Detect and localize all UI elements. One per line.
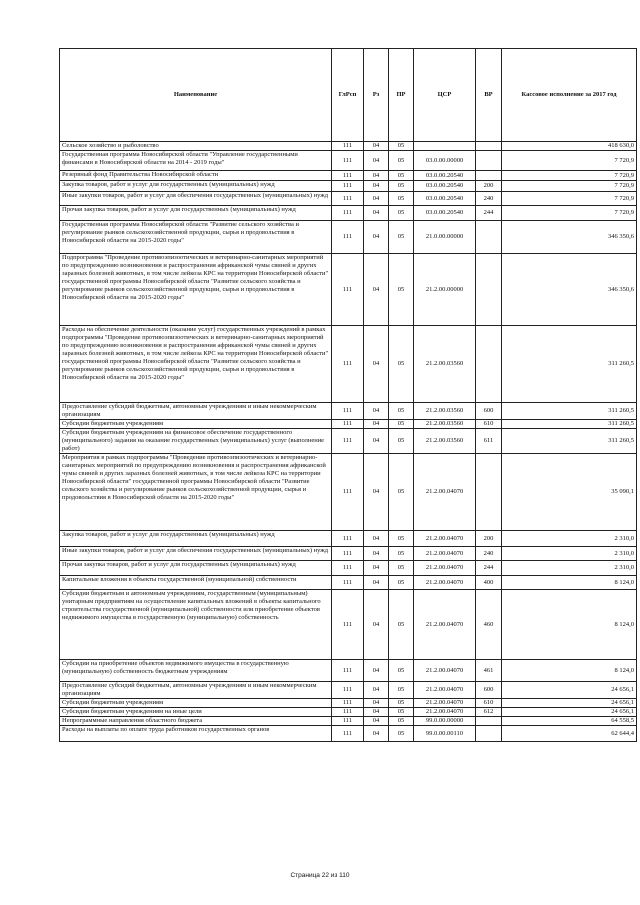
cell-csr: 21.0.00.00000: [414, 221, 476, 254]
cell-pr: 05: [389, 192, 414, 206]
cell-csr: 21.2.00.00000: [414, 254, 476, 326]
cell-glrsp: 111: [332, 660, 364, 682]
cell-sum: 8 124,0: [502, 590, 637, 660]
cell-glrsp: 111: [332, 221, 364, 254]
cell-pr: 05: [389, 429, 414, 454]
cell-rz: 04: [364, 420, 389, 429]
table-row: [60, 531, 637, 547]
cell-glrsp: 111: [332, 171, 364, 181]
cell-csr: 21.2.00.04070: [414, 454, 476, 531]
table-row: [60, 429, 637, 454]
cell-sum: 35 090,1: [502, 454, 637, 531]
cell-rz: 04: [364, 403, 389, 420]
cell-csr: 03.0.00.20540: [414, 206, 476, 221]
cell-glrsp: 111: [332, 254, 364, 326]
cell-name: Мероприятия в рамках подпрограммы "Проведение противоэпизоотических и ветеринарно-санитарных мероприятий по предупреждению возникновения и распространения африканской чумы свиней и других заразных болезней животных, в том числе лейкоза КРС на территории Новосибирской области" государственной программы Новосибирской области "Развитие сельского хозяйства и регулирование рынков сельскохозяйственной продукции, сырья и продовольствия в Новосибирской области на 2015-2020 годы": [60, 454, 332, 531]
cell-name: Закупка товаров, работ и услуг для государственных (муниципальных) нужд: [60, 531, 332, 547]
cell-vr: 244: [476, 561, 502, 576]
cell-rz: 04: [364, 561, 389, 576]
cell-sum: 311 260,5: [502, 420, 637, 429]
cell-glrsp: 111: [332, 206, 364, 221]
header-sum: Кассовое исполнение за 2017 год: [502, 49, 637, 142]
cell-rz: 04: [364, 726, 389, 742]
cell-glrsp: 111: [332, 531, 364, 547]
cell-vr: 600: [476, 403, 502, 420]
cell-glrsp: 111: [332, 576, 364, 590]
cell-glrsp: 111: [332, 192, 364, 206]
cell-rz: 04: [364, 221, 389, 254]
cell-glrsp: 111: [332, 717, 364, 726]
table-row: [60, 547, 637, 561]
cell-vr: 200: [476, 531, 502, 547]
table-row: [60, 682, 637, 699]
cell-pr: 05: [389, 171, 414, 181]
header-csr: ЦСР: [414, 49, 476, 142]
cell-name: Предоставление субсидий бюджетным, автономным учреждениям и иным некоммерческим организациям: [60, 403, 332, 420]
cell-csr: 21.2.00.03560: [414, 420, 476, 429]
cell-vr: 461: [476, 660, 502, 682]
header-rz: Рз: [364, 49, 389, 142]
cell-sum: 2 310,0: [502, 547, 637, 561]
table-row: [60, 590, 637, 660]
cell-rz: 04: [364, 547, 389, 561]
cell-name: Государственная программа Новосибирской области "Управление государственными финансами в Новосибирской области на 2014 - 2019 годы": [60, 151, 332, 171]
cell-sum: 346 350,6: [502, 221, 637, 254]
table-row: [60, 717, 637, 726]
cell-rz: 04: [364, 206, 389, 221]
cell-sum: 346 350,6: [502, 254, 637, 326]
cell-rz: 04: [364, 708, 389, 717]
cell-csr: 99.0.00.00110: [414, 726, 476, 742]
cell-rz: 04: [364, 192, 389, 206]
cell-pr: 05: [389, 682, 414, 699]
cell-sum: 7 720,9: [502, 206, 637, 221]
cell-csr: 03.0.00.20540: [414, 192, 476, 206]
header-glrsp: ГлРсп: [332, 49, 364, 142]
cell-vr: [476, 254, 502, 326]
cell-vr: 610: [476, 699, 502, 708]
cell-glrsp: 111: [332, 726, 364, 742]
cell-name: Иные закупки товаров, работ и услуг для обеспечения государственных (муниципальных) нужд: [60, 547, 332, 561]
table-row: [60, 420, 637, 429]
cell-glrsp: 111: [332, 547, 364, 561]
cell-sum: 24 656,1: [502, 682, 637, 699]
cell-glrsp: 111: [332, 454, 364, 531]
cell-csr: 03.0.00.20540: [414, 171, 476, 181]
cell-vr: 400: [476, 576, 502, 590]
cell-rz: 04: [364, 171, 389, 181]
cell-csr: 03.0.00.20540: [414, 181, 476, 192]
cell-vr: [476, 151, 502, 171]
cell-csr: 21.2.00.04070: [414, 531, 476, 547]
page-footer: Страница 22 из 110: [290, 872, 350, 879]
budget-table: [59, 48, 637, 742]
cell-pr: 05: [389, 576, 414, 590]
cell-name: Предоставление субсидий бюджетным, автономным учреждениям и иным некоммерческим организациям: [60, 682, 332, 699]
cell-sum: 24 656,1: [502, 708, 637, 717]
table-row: [60, 254, 637, 326]
cell-pr: 05: [389, 531, 414, 547]
cell-vr: [476, 221, 502, 254]
cell-pr: 05: [389, 561, 414, 576]
cell-sum: 7 720,9: [502, 181, 637, 192]
cell-pr: 05: [389, 590, 414, 660]
cell-rz: 04: [364, 531, 389, 547]
cell-pr: 05: [389, 326, 414, 403]
cell-csr: 21.2.00.04070: [414, 699, 476, 708]
cell-pr: 05: [389, 221, 414, 254]
cell-vr: 612: [476, 708, 502, 717]
cell-pr: 05: [389, 420, 414, 429]
cell-rz: 04: [364, 429, 389, 454]
cell-name: Непрограммные направления областного бюджета: [60, 717, 332, 726]
cell-sum: 311 260,5: [502, 403, 637, 420]
cell-csr: 21.2.00.04070: [414, 590, 476, 660]
cell-vr: [476, 717, 502, 726]
cell-sum: 311 260,5: [502, 429, 637, 454]
cell-glrsp: 111: [332, 561, 364, 576]
table-row: [60, 192, 637, 206]
cell-rz: 04: [364, 682, 389, 699]
cell-csr: 21.2.00.04070: [414, 660, 476, 682]
cell-name: Прочая закупка товаров, работ и услуг для государственных (муниципальных) нужд: [60, 561, 332, 576]
cell-name: Резервный фонд Правительства Новосибирской области: [60, 171, 332, 181]
cell-name: Субсидии бюджетным учреждениям на иные цели: [60, 708, 332, 717]
table-row: [60, 142, 637, 151]
cell-name: Субсидии бюджетным учреждениям: [60, 420, 332, 429]
cell-name: Прочая закупка товаров, работ и услуг для государственных (муниципальных) нужд: [60, 206, 332, 221]
cell-pr: 05: [389, 717, 414, 726]
table-row: [60, 403, 637, 420]
table-row: [60, 181, 637, 192]
table-body: [60, 142, 637, 742]
table-row: [60, 699, 637, 708]
cell-glrsp: 111: [332, 151, 364, 171]
table-row: [60, 561, 637, 576]
cell-glrsp: 111: [332, 326, 364, 403]
table-row: [60, 576, 637, 590]
cell-glrsp: 111: [332, 429, 364, 454]
cell-rz: 04: [364, 151, 389, 171]
cell-pr: 05: [389, 660, 414, 682]
cell-pr: 05: [389, 151, 414, 171]
cell-glrsp: 111: [332, 142, 364, 151]
cell-name: Субсидии бюджетным и автономным учреждениям, государственным (муниципальным) унитарным предприятиям на осуществление капитальных вложений в объекты капитального строительства государственной (муниципальной) собственности или приобретение объектов недвижимого имущества в государственную (муниципальную) собственность: [60, 590, 332, 660]
cell-csr: 21.2.00.04070: [414, 708, 476, 717]
cell-vr: [476, 171, 502, 181]
cell-csr: 21.2.00.03560: [414, 326, 476, 403]
table-row: [60, 171, 637, 181]
cell-sum: 62 644,4: [502, 726, 637, 742]
cell-rz: 04: [364, 660, 389, 682]
cell-pr: 05: [389, 181, 414, 192]
cell-name: Субсидии на приобретение объектов недвижимого имущества в государственную (муниципальную) собственность бюджетным учреждениям: [60, 660, 332, 682]
cell-vr: [476, 142, 502, 151]
cell-sum: 2 310,0: [502, 561, 637, 576]
cell-sum: 7 720,9: [502, 192, 637, 206]
cell-pr: 05: [389, 142, 414, 151]
cell-glrsp: 111: [332, 708, 364, 717]
cell-sum: 8 124,0: [502, 576, 637, 590]
cell-vr: 610: [476, 420, 502, 429]
cell-rz: 04: [364, 699, 389, 708]
cell-csr: 03.0.00.00000: [414, 151, 476, 171]
cell-sum: 2 310,0: [502, 531, 637, 547]
cell-csr: 21.2.00.04070: [414, 576, 476, 590]
cell-sum: 7 720,9: [502, 151, 637, 171]
cell-sum: 7 720,9: [502, 171, 637, 181]
cell-pr: 05: [389, 206, 414, 221]
cell-glrsp: 111: [332, 699, 364, 708]
cell-name: Иные закупки товаров, работ и услуг для обеспечения государственных (муниципальных) нужд: [60, 192, 332, 206]
cell-name: Капитальные вложения в объекты государственной (муниципальной) собственности: [60, 576, 332, 590]
cell-csr: 21.2.00.04070: [414, 682, 476, 699]
cell-sum: 311 260,5: [502, 326, 637, 403]
cell-name: Подпрограмма "Проведение противоэпизоотических и ветеринарно-санитарных мероприятий по предупреждению возникновения и распространения африканской чумы свиней и других заразных болезней животных, в том числе лейкоза КРС на территории Новосибирской области" государственной программы Новосибирской области "Развитие сельского хозяйства и регулирование рынков сельскохозяйственной продукции, сырья и продовольствия в Новосибирской области на 2015-2020 годы": [60, 254, 332, 326]
cell-vr: 244: [476, 206, 502, 221]
cell-csr: 21.2.00.03560: [414, 429, 476, 454]
cell-vr: [476, 326, 502, 403]
header-name: Наименование: [60, 49, 332, 142]
table-header-row: [60, 49, 637, 142]
cell-glrsp: 111: [332, 403, 364, 420]
cell-pr: 05: [389, 726, 414, 742]
cell-name: Субсидии бюджетным учреждениям: [60, 699, 332, 708]
cell-name: Расходы на обеспечение деятельности (оказание услуг) государственных учреждений в рамках подпрограммы "Проведение противоэпизоотических и ветеринарно-санитарных мероприятий по предупреждению возникновения и распространения африканской чумы свиней и других заразных болезней животных, в том числе лейкоза КРС на территории Новосибирской области" государственной программы Новосибирской области "Развитие сельского хозяйства и регулирование рынков сельскохозяйственной продукции, сырья и продовольствия в Новосибирской области на 2015-2020 годы": [60, 326, 332, 403]
table-row: [60, 151, 637, 171]
header-vr: ВР: [476, 49, 502, 142]
cell-name: Расходы на выплаты по оплате труда работников государственных органов: [60, 726, 332, 742]
cell-vr: 200: [476, 181, 502, 192]
cell-rz: 04: [364, 181, 389, 192]
cell-sum: 8 124,0: [502, 660, 637, 682]
table-row: [60, 708, 637, 717]
cell-rz: 04: [364, 326, 389, 403]
cell-glrsp: 111: [332, 181, 364, 192]
table-row: [60, 221, 637, 254]
cell-vr: 240: [476, 547, 502, 561]
cell-csr: 99.0.00.00000: [414, 717, 476, 726]
cell-vr: [476, 726, 502, 742]
cell-sum: 418 630,0: [502, 142, 637, 151]
cell-glrsp: 111: [332, 590, 364, 660]
cell-rz: 04: [364, 454, 389, 531]
cell-csr: 21.2.00.03560: [414, 403, 476, 420]
table-row: [60, 660, 637, 682]
cell-pr: 05: [389, 547, 414, 561]
cell-rz: 04: [364, 254, 389, 326]
cell-csr: [414, 142, 476, 151]
cell-vr: 611: [476, 429, 502, 454]
table-row: [60, 726, 637, 742]
cell-glrsp: 111: [332, 682, 364, 699]
cell-pr: 05: [389, 708, 414, 717]
cell-rz: 04: [364, 590, 389, 660]
table-row: [60, 454, 637, 531]
cell-vr: 240: [476, 192, 502, 206]
cell-sum: 24 656,1: [502, 699, 637, 708]
cell-csr: 21.2.00.04070: [414, 547, 476, 561]
cell-pr: 05: [389, 454, 414, 531]
cell-pr: 05: [389, 403, 414, 420]
cell-pr: 05: [389, 254, 414, 326]
cell-rz: 04: [364, 142, 389, 151]
cell-name: Сельское хозяйство и рыболовство: [60, 142, 332, 151]
cell-sum: 64 558,5: [502, 717, 637, 726]
cell-name: Государственная программа Новосибирской области "Развитие сельского хозяйства и регулирование рынков сельскохозяйственной продукции, сырья и продовольствия в Новосибирской области на 2015-2020 годы": [60, 221, 332, 254]
cell-name: Закупка товаров, работ и услуг для государственных (муниципальных) нужд: [60, 181, 332, 192]
cell-name: Субсидии бюджетным учреждениям на финансовое обеспечение государственного (муниципального) задания на оказание государственных (муниципальных) услуг (выполнение работ): [60, 429, 332, 454]
cell-glrsp: 111: [332, 420, 364, 429]
cell-vr: [476, 454, 502, 531]
cell-vr: 460: [476, 590, 502, 660]
cell-rz: 04: [364, 717, 389, 726]
table-row: [60, 326, 637, 403]
cell-vr: 600: [476, 682, 502, 699]
cell-rz: 04: [364, 576, 389, 590]
cell-pr: 05: [389, 699, 414, 708]
header-pr: ПР: [389, 49, 414, 142]
cell-csr: 21.2.00.04070: [414, 561, 476, 576]
table-row: [60, 206, 637, 221]
